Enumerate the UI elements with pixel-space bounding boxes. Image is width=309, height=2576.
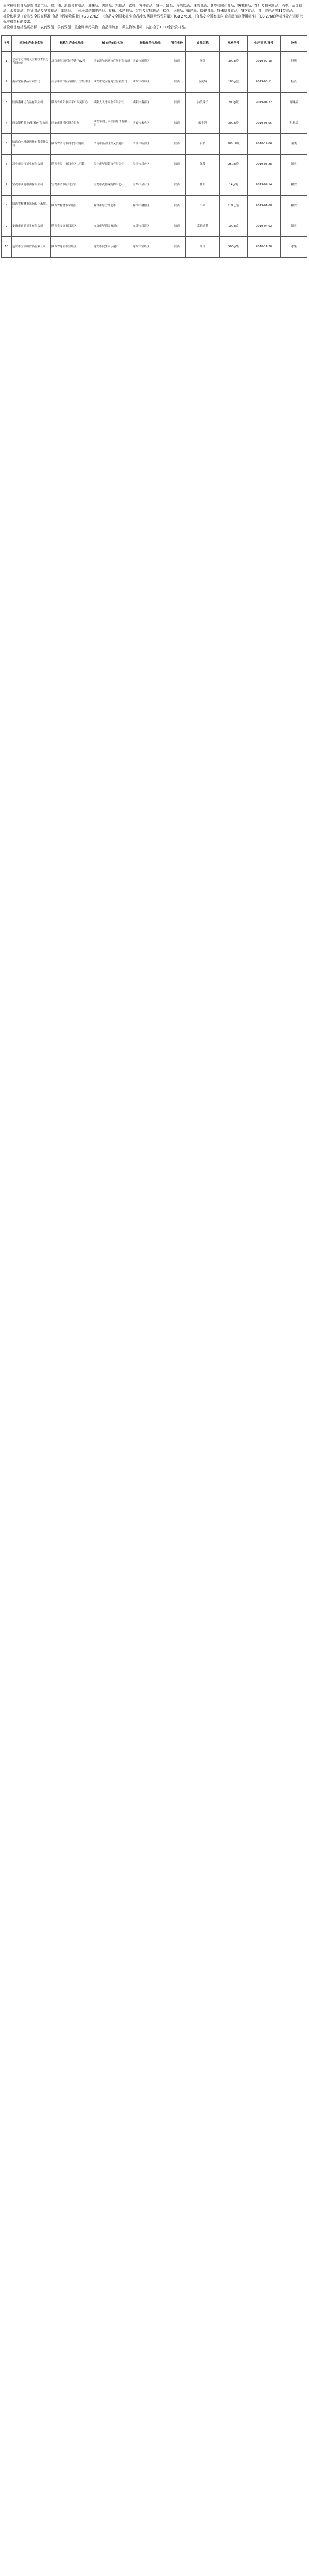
cell-category: 糕点: [281, 72, 307, 93]
cell-province: 陕西: [168, 72, 186, 93]
cell-sampled-address: 榆林市榆阳区: [132, 196, 168, 216]
cell-manufacturer-address: 宝鸡市渭滨区马营镇: [51, 175, 93, 196]
cell-sampled-address: 西安市雁塔区: [132, 52, 168, 72]
cell-date: 2019-03-05: [248, 113, 281, 134]
cell-manufacturer: 北京东方红航天生物技术股份有限公司: [12, 52, 51, 72]
cell-spec: 100g/盒: [220, 216, 248, 237]
cell-manufacturer-address: 陕西省安康市汉滨区: [51, 216, 93, 237]
cell-sampled-unit: 延安市民生家乐超市: [93, 237, 132, 258]
cell-province: 陕西: [168, 134, 186, 155]
cell-seq: 5: [2, 134, 12, 155]
cell-sampled-address: 宝鸡市金台区: [132, 175, 168, 196]
cell-sampled-address: 西安市未央区: [132, 113, 168, 134]
cell-spec: 250g/袋: [220, 155, 248, 175]
table-row: [2, 155, 307, 175]
cell-manufacturer: 陕西白水杜康酒业有限责任公司: [12, 134, 51, 155]
cell-food-name: 酸牛奶: [186, 113, 220, 134]
header-date: 生产日期/批号: [248, 36, 281, 52]
table-row: [2, 196, 307, 216]
intro-paragraph-3: 抽检项目包括品质指标、农药残留、兽药残留、重金属等污染物、食品添加剂、微生物等指标，共抽检了1000余批次样品。: [3, 25, 188, 29]
table-row: [2, 93, 307, 113]
cell-sampled-unit: 榆林市东方红超市: [93, 196, 132, 216]
cell-manufacturer-address: 西安市灞桥区新合街办: [51, 113, 93, 134]
table-row: [2, 113, 307, 134]
cell-province: 陕西: [168, 52, 186, 72]
cell-sampled-unit: 宝鸡市麦德龙购物中心: [93, 175, 132, 196]
cell-province: 陕西: [168, 196, 186, 216]
cell-seq: 7: [2, 175, 12, 196]
cell-category: 茶叶: [281, 155, 307, 175]
cell-manufacturer: 西安银桥乳业(集团)有限公司: [12, 113, 51, 134]
cell-spec: 2.5kg/袋: [220, 196, 248, 216]
cell-manufacturer: 延安市宝塔山食品有限公司: [12, 237, 51, 258]
cell-food-name: 富硒绿茶: [186, 216, 220, 237]
cell-date: 2019-04-02: [248, 216, 281, 237]
inspection-table: [1, 35, 307, 258]
cell-province: 陕西: [168, 155, 186, 175]
cell-date: 2018-11-20: [248, 237, 281, 258]
cell-manufacturer: 汉中市天汉茶业有限公司: [12, 155, 51, 175]
cell-seq: 6: [2, 155, 12, 175]
cell-category: 乳制品: [281, 113, 307, 134]
cell-seq: 4: [2, 113, 12, 134]
cell-date: 2019-01-08: [248, 196, 281, 216]
table-row: [2, 216, 307, 237]
cell-food-name: 挂面: [186, 175, 220, 196]
cell-sampled-address: 渭南市临渭区: [132, 134, 168, 155]
cell-food-name: 白酒: [186, 134, 220, 155]
cell-spec: 500g/袋: [220, 237, 248, 258]
cell-spec: 180g/盒: [220, 72, 248, 93]
cell-province: 陕西: [168, 175, 186, 196]
cell-food-name: 绿茶: [186, 155, 220, 175]
header-manufacturer-address: 标称生产企业地址: [51, 36, 93, 52]
header-province: 所在省份: [168, 36, 186, 52]
cell-seq: 2: [2, 72, 12, 93]
table-row: [2, 72, 307, 93]
header-spec: 规格型号: [220, 36, 248, 52]
cell-category: 粮食: [281, 175, 307, 196]
cell-date: 2019-01-22: [248, 93, 281, 113]
cell-spec: 200g/瓶: [220, 93, 248, 113]
cell-manufacturer-address: 陕西省榆林市米脂县: [51, 196, 93, 216]
cell-category: 茶叶: [281, 216, 307, 237]
cell-manufacturer: 陕西秦味坊食品有限公司: [12, 93, 51, 113]
cell-sampled-unit: 西安沃尔玛购物广场有限公司: [93, 52, 132, 72]
cell-spec: 300g/袋: [220, 52, 248, 72]
header-food-name: 食品名称: [186, 36, 220, 52]
header-seq: 序号: [2, 36, 12, 52]
cell-manufacturer: 安康市富硒茶叶有限公司: [12, 216, 51, 237]
cell-date: 2019-03-28: [248, 155, 281, 175]
cell-food-name: 脂糕: [186, 52, 220, 72]
header-manufacturer: 标称生产企业名称: [12, 36, 51, 52]
intro-paragraph-2: 抽检依据是《食品安全国家标准 食品中污染物限量》(GB 2762)、《食品安全国家标准 食品中农药最大残留限量》(GB 2763)、《食品安全国家标准 食品添加剂使用标准》(GB 2760)等标准及产品明示标准和指标的要求。: [3, 14, 303, 24]
header-sampled-unit: 被抽样单位名称: [93, 36, 132, 52]
cell-sampled-address: 安康市汉滨区: [132, 216, 168, 237]
cell-category: 酒类: [281, 134, 307, 155]
cell-manufacturer: 宝鸡市西府粮油有限公司: [12, 175, 51, 196]
cell-seq: 8: [2, 196, 12, 216]
header-category: 分类: [281, 36, 307, 52]
cell-sampled-address: 延安市宝塔区: [132, 237, 168, 258]
cell-date: 2019-02-14: [248, 175, 281, 196]
cell-sampled-unit: 西安华润万家生活超市有限公司: [93, 113, 132, 134]
cell-manufacturer-address: 陕西省汉中市汉台区宗营镇: [51, 155, 93, 175]
cell-category: 调味品: [281, 93, 307, 113]
cell-food-name: 红枣: [186, 237, 220, 258]
cell-category: 特膳: [281, 52, 307, 72]
cell-sampled-unit: 安康市华润万家超市: [93, 216, 132, 237]
cell-province: 陕西: [168, 113, 186, 134]
table-row: [2, 237, 307, 258]
cell-province: 陕西: [168, 93, 186, 113]
cell-province: 陕西: [168, 237, 186, 258]
cell-seq: 1: [2, 52, 12, 72]
cell-spec: 1kg/袋: [220, 175, 248, 196]
cell-sampled-unit: 汉中市华联超市有限公司: [93, 155, 132, 175]
intro-paragraph-1: 本次抽检的食品是粮食加工品、食用油、油脂及其制品、调味品、肉制品、乳制品、饮料、方便食品、饼干、罐头、冷冻饮品、速冻食品、薯类和膨化食品、糖果制品、茶叶及相关制品、酒类、蔬菜制品、水果制品、炒货食品及坚果制品、蛋制品、可可及焙烤咖啡产品、食糖、水产制品、淀粉及淀粉制品、糕点、豆制品、蜂产品、保健食品、特殊膳食食品、餐饮食品、食用农产品等31类食品。: [3, 4, 302, 13]
table-row: [2, 175, 307, 196]
header-sampled-address: 被抽样单位地址: [132, 36, 168, 52]
cell-spec: 200g/袋: [220, 113, 248, 134]
cell-category: 粮食: [281, 196, 307, 216]
cell-date: 2019-03-11: [248, 72, 281, 93]
table-header-row: [2, 36, 307, 52]
cell-seq: 9: [2, 216, 12, 237]
cell-province: 陕西: [168, 216, 186, 237]
cell-sampled-unit: 西安世纪金花商业有限公司: [93, 72, 132, 93]
cell-manufacturer-address: 南京市高淳区古柏镇工业集中区: [51, 72, 93, 93]
cell-spec: 500ml/瓶: [220, 134, 248, 155]
cell-seq: 3: [2, 93, 12, 113]
table-row: [2, 52, 307, 72]
cell-manufacturer: 南京宏福食品有限公司: [12, 72, 51, 93]
cell-sampled-address: 西安市碑林区: [132, 72, 168, 93]
cell-sampled-unit: 渭南市临渭区好又多超市: [93, 134, 132, 155]
cell-seq: 10: [2, 237, 12, 258]
cell-manufacturer-address: 陕西省渭南市白水县杜康镇: [51, 134, 93, 155]
cell-sampled-address: 咸阳市秦都区: [132, 93, 168, 113]
cell-sampled-address: 汉中市汉台区: [132, 155, 168, 175]
cell-date: 2018-12-06: [248, 134, 281, 155]
table-row: [2, 134, 307, 155]
cell-date: 2019-02-18: [248, 52, 281, 72]
cell-manufacturer-address: 陕西省咸阳市兴平市西吴街办: [51, 93, 93, 113]
cell-food-name: 蛋黄酥: [186, 72, 220, 93]
cell-food-name: 油泼辣子: [186, 93, 220, 113]
cell-sampled-unit: 咸阳人人乐商业有限公司: [93, 93, 132, 113]
cell-food-name: 小米: [186, 196, 220, 216]
cell-manufacturer-address: 北京市海淀区知春路甲82号: [51, 52, 93, 72]
cell-category: 水果: [281, 237, 307, 258]
cell-manufacturer-address: 陕西省延安市宝塔区: [51, 237, 93, 258]
intro-text: [3, 3, 305, 30]
cell-manufacturer: 陕西省榆林市米脂县小米加工厂: [12, 196, 51, 216]
